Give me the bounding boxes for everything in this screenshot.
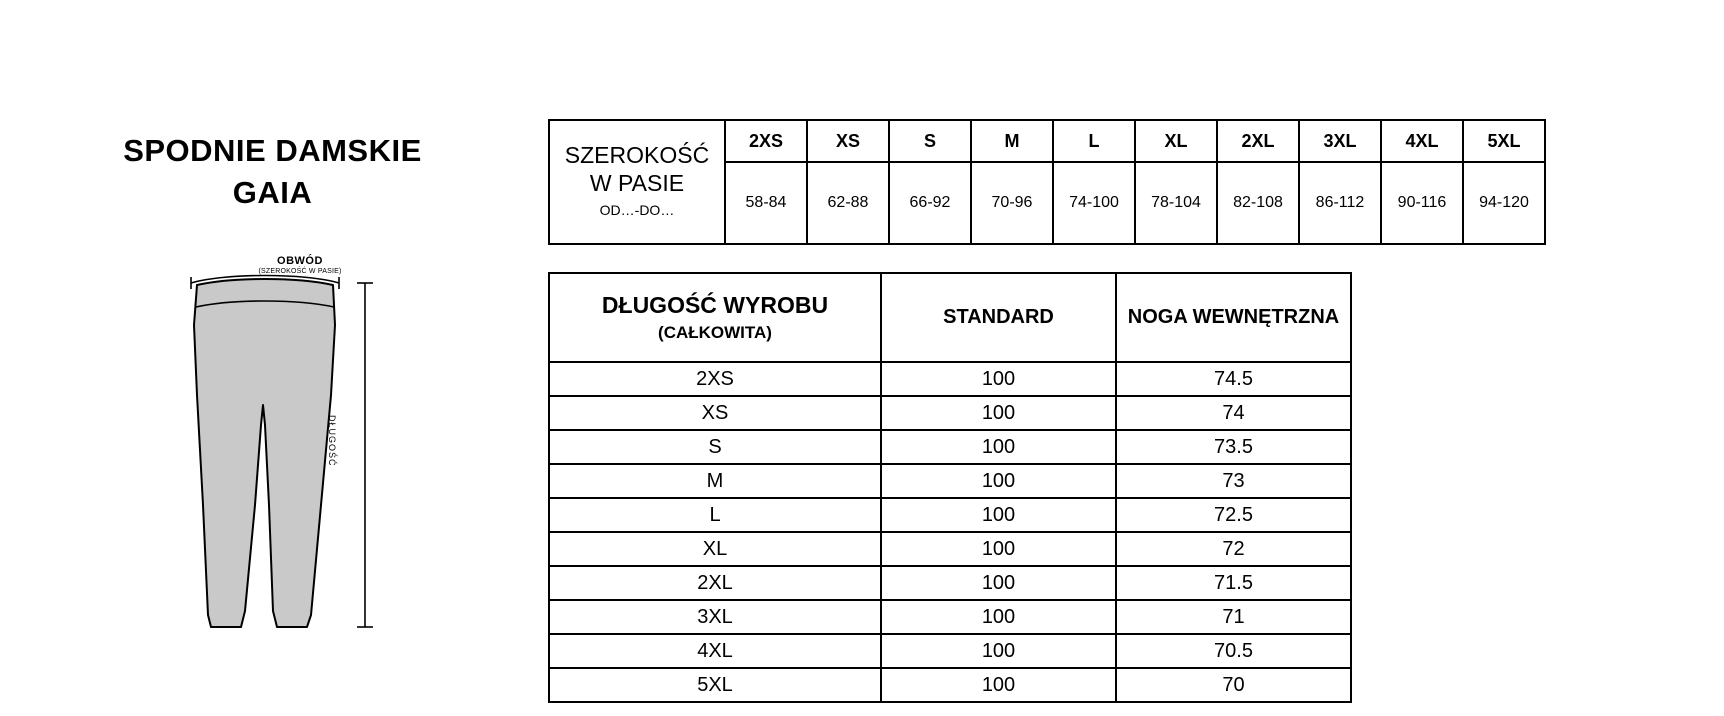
row-size: S	[549, 430, 881, 464]
row-standard: 100	[881, 668, 1116, 702]
row-size: L	[549, 498, 881, 532]
table-row	[549, 464, 1351, 498]
waist-value-cell: 78-104	[1135, 162, 1217, 244]
row-inner-leg: 71.5	[1116, 566, 1351, 600]
length-table-header-standard: STANDARD	[881, 273, 1116, 362]
row-standard: 100	[881, 430, 1116, 464]
row-inner-leg: 70	[1116, 668, 1351, 702]
page-title-line1: SPODNIE DAMSKIE	[123, 133, 422, 168]
row-standard: 100	[881, 634, 1116, 668]
row-standard: 100	[881, 566, 1116, 600]
waist-measure-sublabel: (SZEROKOŚĆ W PASIE)	[258, 268, 342, 275]
row-size: 4XL	[549, 634, 881, 668]
waist-row-label-sub: OD…-DO…	[599, 202, 675, 218]
waist-value-cell: 86-112	[1299, 162, 1381, 244]
waist-value-cell: 70-96	[971, 162, 1053, 244]
row-standard: 100	[881, 396, 1116, 430]
size-header: 3XL	[1299, 120, 1381, 162]
waist-value-cell: 82-108	[1217, 162, 1299, 244]
table-row	[549, 668, 1351, 702]
table-row	[549, 600, 1351, 634]
table-row	[549, 396, 1351, 430]
size-header: 2XS	[725, 120, 807, 162]
waist-row-label-line1: SZEROKOŚĆ	[564, 141, 710, 168]
row-inner-leg: 72.5	[1116, 498, 1351, 532]
length-measure-label: DŁUGOŚĆ	[327, 415, 337, 467]
length-table-header-inner-leg: NOGA WEWNĘTRZNA	[1116, 273, 1351, 362]
left-panel	[0, 0, 545, 716]
row-size: 5XL	[549, 668, 881, 702]
table-row	[549, 532, 1351, 566]
row-size: 3XL	[549, 600, 881, 634]
waist-value-cell: 62-88	[807, 162, 889, 244]
page-title	[0, 130, 545, 214]
table-row	[549, 430, 1351, 464]
table-row-sizes	[549, 120, 1545, 162]
row-standard: 100	[881, 532, 1116, 566]
table-row	[549, 362, 1351, 396]
length-header-title: DŁUGOŚĆ WYROBU	[601, 291, 829, 318]
waist-measure-label: OBWÓD	[277, 255, 323, 267]
row-size: 2XL	[549, 566, 881, 600]
row-size: XL	[549, 532, 881, 566]
waist-value-cell: 74-100	[1053, 162, 1135, 244]
length-table-header-main	[549, 273, 881, 362]
table-row	[549, 634, 1351, 668]
waist-value-cell: 66-92	[889, 162, 971, 244]
size-header: XL	[1135, 120, 1217, 162]
page-title-line2: GAIA	[232, 174, 313, 210]
trousers-technical-drawing	[185, 255, 415, 655]
size-header: XS	[807, 120, 889, 162]
row-standard: 100	[881, 464, 1116, 498]
trousers-outline-svg	[185, 255, 415, 655]
garment-length-table	[548, 272, 1352, 703]
size-header: 4XL	[1381, 120, 1463, 162]
waist-row-label-line2: W PASIE	[589, 170, 685, 197]
waist-value-cell: 90-116	[1381, 162, 1463, 244]
size-header: L	[1053, 120, 1135, 162]
row-standard: 100	[881, 498, 1116, 532]
row-standard: 100	[881, 362, 1116, 396]
waist-value-cell: 58-84	[725, 162, 807, 244]
row-inner-leg: 74.5	[1116, 362, 1351, 396]
size-header: S	[889, 120, 971, 162]
row-standard: 100	[881, 600, 1116, 634]
waist-width-table	[548, 119, 1546, 245]
row-size: M	[549, 464, 881, 498]
waist-row-label	[549, 120, 725, 244]
size-header: 5XL	[1463, 120, 1545, 162]
length-header-subtitle: (CAŁKOWITA)	[658, 323, 772, 343]
size-header: M	[971, 120, 1053, 162]
waist-value-cell: 94-120	[1463, 162, 1545, 244]
row-size: 2XS	[549, 362, 881, 396]
size-header: 2XL	[1217, 120, 1299, 162]
row-inner-leg: 71	[1116, 600, 1351, 634]
table-header-row	[549, 273, 1351, 362]
row-size: XS	[549, 396, 881, 430]
table-row	[549, 498, 1351, 532]
table-row	[549, 566, 1351, 600]
row-inner-leg: 73.5	[1116, 430, 1351, 464]
row-inner-leg: 72	[1116, 532, 1351, 566]
row-inner-leg: 74	[1116, 396, 1351, 430]
row-inner-leg: 73	[1116, 464, 1351, 498]
row-inner-leg: 70.5	[1116, 634, 1351, 668]
